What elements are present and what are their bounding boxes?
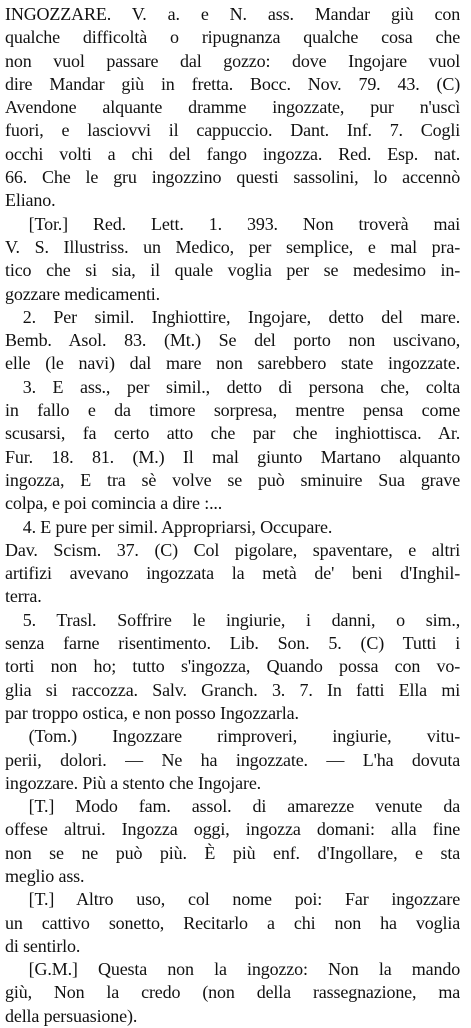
text-line: torti non ho; tutto s'ingozza, Quando possa con vo- bbox=[5, 656, 461, 677]
text-line: Bemb. Asol. 83. (Mt.) Se del porto non uscivano, bbox=[5, 330, 461, 351]
text-line: glia si raccozza. Salv. Granch. 3. 7. In fatti Ella mi bbox=[5, 679, 461, 700]
text-line: Eliano. bbox=[5, 190, 56, 211]
text-line: [T.] Modo fam. assol. di amarezze venute da bbox=[28, 796, 461, 817]
text-line: di sentirlo. bbox=[5, 935, 81, 956]
text-line: 3. E ass., per simil., detto di persona che, colta bbox=[22, 376, 461, 397]
text-line: scusarsi, fa certo atto che par che inghiottisca. Ar. bbox=[5, 423, 461, 444]
text-line: ingozzare. Più a stento che Ingojare. bbox=[5, 772, 262, 793]
text-line: colpa, e poi comincia a dire :... bbox=[5, 493, 223, 514]
text-line: artifizi avevano ingozzata la metà de' beni d'Inghil- bbox=[5, 563, 461, 584]
text-line: [T.] Altro uso, col nome poi: Far ingozzare bbox=[28, 889, 461, 910]
entry-ingozzare bbox=[5, 3, 460, 1028]
text-line: non vuol passare dal gozzo: dove Ingojare vuol bbox=[5, 50, 461, 71]
text-line: non se ne può più. È più enf. d'Ingollare, e sta bbox=[5, 842, 461, 863]
text-line: in fallo e da timore sorpresa, mentre pensa come bbox=[5, 400, 461, 421]
text-line: [Tor.] Red. Lett. 1. 393. Non troverà mai bbox=[28, 213, 461, 234]
text-line: della persuasione). bbox=[5, 1005, 138, 1026]
text-line: qualche difficoltà o ripugnanza qualche cosa che bbox=[5, 27, 461, 48]
text-line: giù, Non la credo (non della rassegnazione, ma bbox=[5, 982, 461, 1003]
text-line: [G.M.] Questa non la ingozzo: Non la mando bbox=[28, 959, 461, 980]
text-line: INGOZZARE. V. a. e N. ass. Mandar giù con bbox=[5, 4, 461, 24]
text-line: ingozza, E tra sè volve se può sminuire Sua grave bbox=[5, 469, 461, 490]
text-line: 5. Trasl. Soffrire le ingiurie, i danni, o sim., bbox=[22, 609, 461, 630]
text-line: par troppo ostica, e non posso Ingozzarla. bbox=[5, 702, 299, 723]
text-line: 66. Che le gru ingozzino questi sassolini, lo accennò bbox=[5, 167, 461, 188]
text-line: tico che si sia, il quale voglia per se medesimo in- bbox=[5, 260, 461, 281]
text-line: elle (le navi) dal mare non sarebbero state ingozzate. bbox=[5, 353, 461, 374]
text-line: meglio ass. bbox=[5, 865, 85, 886]
text-line: un cattivo sonetto, Recitarlo a chi non ha voglia bbox=[5, 912, 461, 933]
text-line: terra. bbox=[5, 586, 42, 607]
text-line: Dav. Scism. 37. (C) Col pigolare, spaventare, e altri bbox=[5, 539, 461, 560]
text-line: Fur. 18. 81. (M.) Il mal giunto Martano alquanto bbox=[5, 446, 461, 467]
text-line: Avendone alquante dramme ingozzate, pur n'uscì bbox=[5, 97, 461, 118]
text-line: 4. E pure per simil. Appropriarsi, Occupare. bbox=[22, 516, 333, 537]
text-line: 2. Per simil. Inghiottire, Ingojare, detto del mare. bbox=[22, 306, 461, 327]
text-line: (Tom.) Ingozzare rimproveri, ingiurie, vitu- bbox=[28, 726, 461, 747]
text-line: senza farne risentimento. Lib. Son. 5. (C) Tutti i bbox=[5, 633, 461, 654]
text-line: fuori, e lasciovvi il cappuccio. Dant. Inf. 7. Cogli bbox=[5, 120, 461, 141]
text-line: dire Mandar giù in fretta. Bocc. Nov. 79. 43. (C) bbox=[5, 73, 461, 94]
text-line: gozzare medicamenti. bbox=[5, 283, 161, 304]
text-line: V. S. Illustriss. un Medico, per semplice, e mal pra- bbox=[5, 236, 461, 257]
text-line: offese altrui. Ingozza oggi, ingozza domani: alla fine bbox=[5, 819, 461, 840]
text-line: occhi volti a chi del fango ingozza. Red. Esp. nat. bbox=[5, 143, 461, 164]
text-line: perii, dolori. — Ne ha ingozzate. — L'ha dovuta bbox=[5, 749, 461, 770]
